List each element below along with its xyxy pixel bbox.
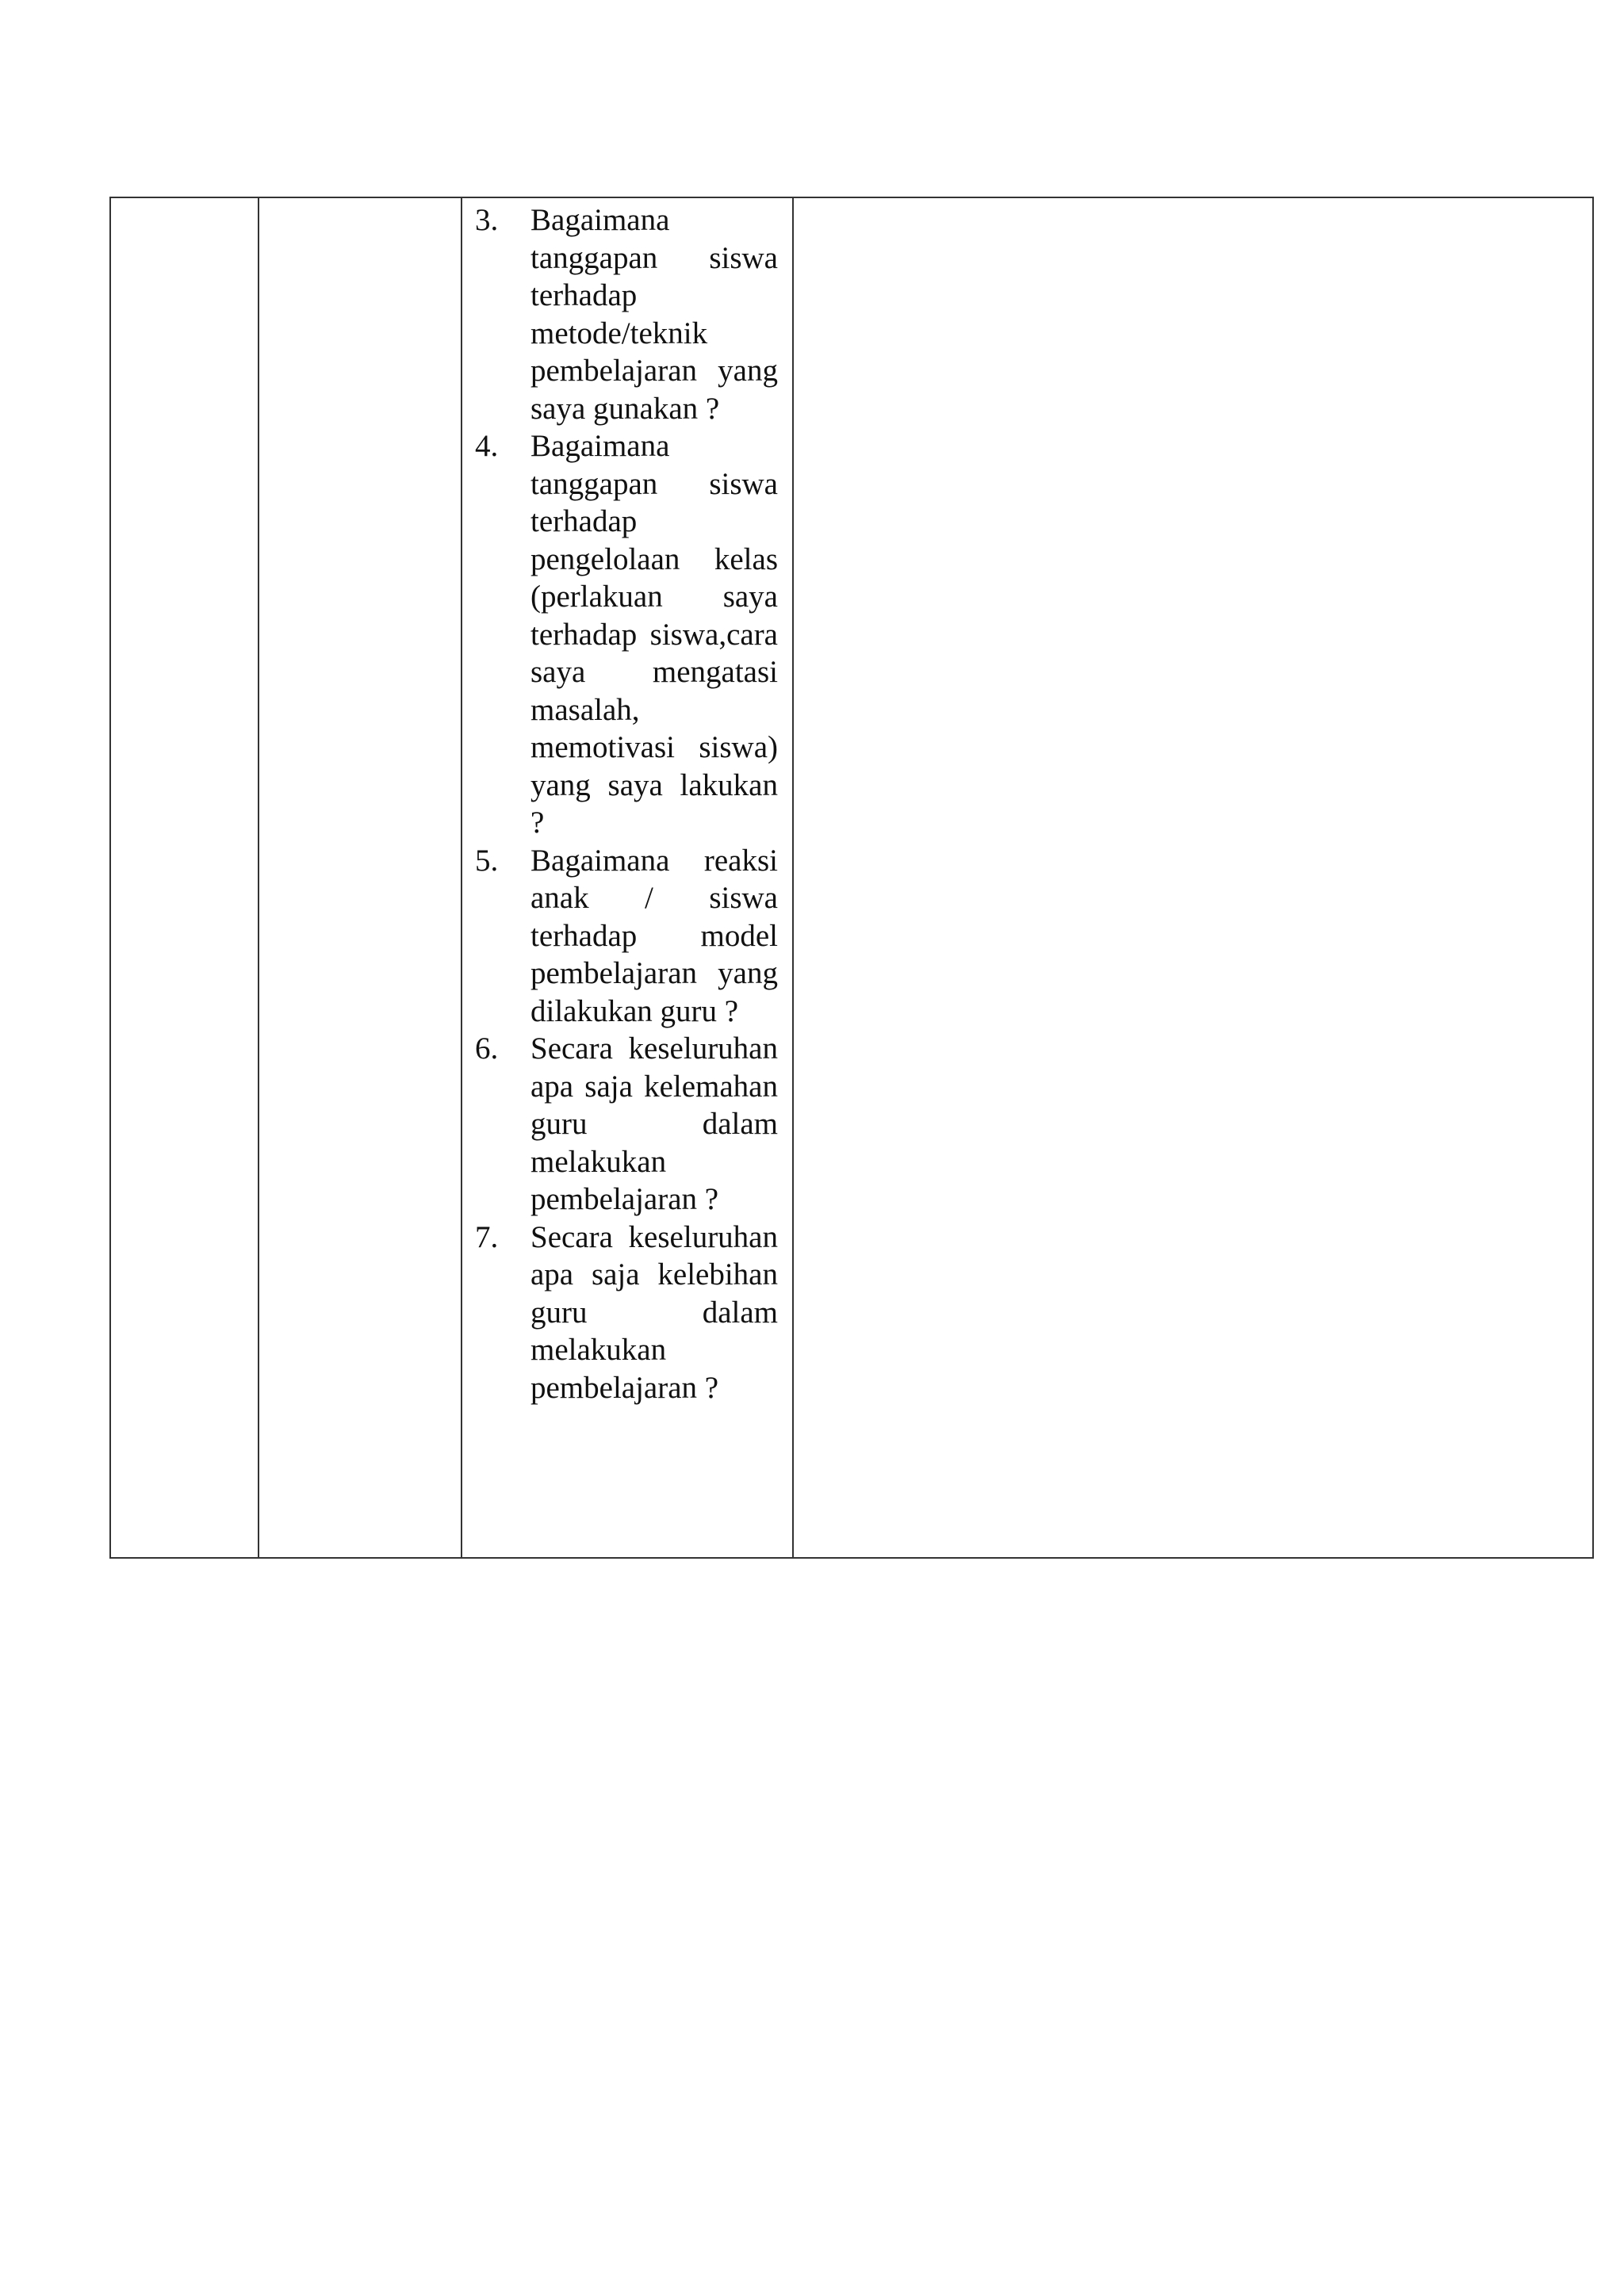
question-text: Bagaimana tanggapan siswa terhadap metode/teknik pembelajaran yang saya gunakan ? bbox=[530, 203, 778, 426]
question-number: 4. bbox=[475, 429, 499, 463]
question-number: 5. bbox=[475, 843, 499, 878]
table-cell-questions bbox=[462, 197, 793, 1558]
question-number: 3. bbox=[475, 203, 499, 237]
question-text: Secara keseluruhan apa saja kelemahan guru dalam melakukan pembelajaran ? bbox=[530, 1031, 778, 1216]
question-list bbox=[462, 198, 792, 1406]
list-item bbox=[462, 201, 792, 427]
question-text: Bagaimana reaksi anak / siswa terhadap model pembelajaran yang dilakukan guru ? bbox=[530, 843, 778, 1028]
question-text: Bagaimana tanggapan siswa terhadap pengelolaan kelas (perlakuan saya terhadap siswa,cara saya mengatasi masalah, memotivasi siswa) yang saya lakukan ? bbox=[530, 429, 778, 840]
list-item bbox=[462, 427, 792, 842]
table-cell-empty-1 bbox=[110, 197, 259, 1558]
question-number: 7. bbox=[475, 1219, 499, 1254]
table-row bbox=[110, 197, 1593, 1558]
list-item bbox=[462, 1219, 792, 1407]
list-item bbox=[462, 1030, 792, 1219]
observation-table bbox=[109, 197, 1594, 1559]
question-text: Secara keseluruhan apa saja kelebihan guru dalam melakukan pembelajaran ? bbox=[530, 1219, 778, 1405]
table-cell-empty-2 bbox=[259, 197, 462, 1558]
table-cell-empty-4 bbox=[793, 197, 1593, 1558]
list-item bbox=[462, 842, 792, 1031]
question-number: 6. bbox=[475, 1031, 499, 1066]
